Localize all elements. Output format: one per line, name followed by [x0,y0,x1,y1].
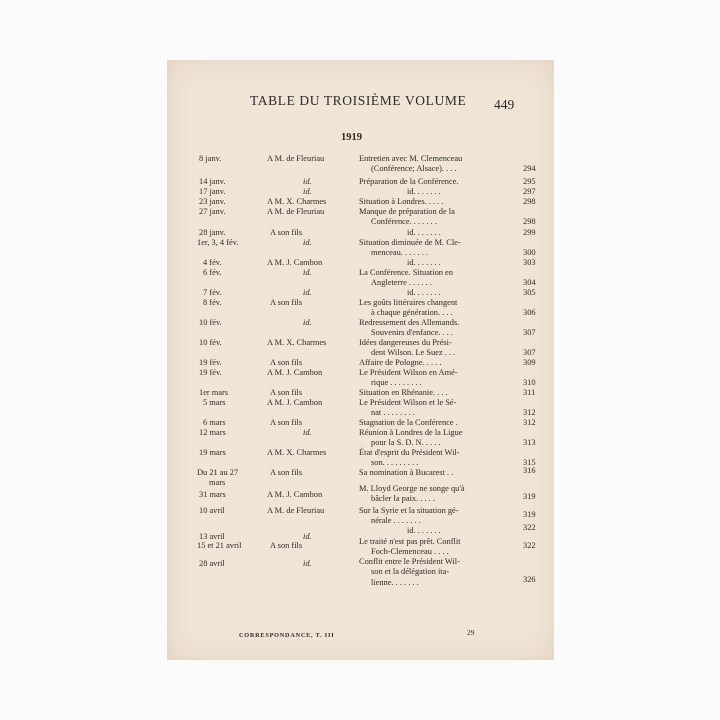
entry-correspondent: A M. de Fleuriau [267,506,325,515]
page-header-title: TABLE DU TROISIÈME VOLUME [250,93,467,108]
entry-page: 305 [523,288,536,297]
entry-subject: id. . . . . . . [407,288,441,297]
entry-page: 294 [523,164,536,173]
entry-subject: Les goûts littéraires changent à chaque génération. . . . [359,298,458,318]
entry-correspondent: A son fils [270,418,303,427]
entry-subject: Situation en Rhénanie. . . . [359,388,448,397]
entry-correspondent: A M. X. Charmes [267,448,327,457]
entry-subject: Affaire de Pologne. . . . . [359,358,442,367]
entry-correspondent: A M. X. Charmes [267,338,327,347]
entry-page: 298 [523,197,536,206]
entry-date: 1er, 3, 4 fév. [197,238,239,247]
entry-correspondent: A M. J. Cambon [267,368,323,377]
footer-signature-mark: 29 [467,628,475,637]
entry-subject: Préparation de la Conférence. [359,177,459,186]
entry-subject: Le traité n'est pas prêt. Conflit Foch-Clemenceau . . . . [359,537,461,557]
entry-date: 31 mars [199,490,226,499]
entry-subject: Situation à Londres. . . . . [359,197,444,206]
entry-date: 15 et 21 avril [197,541,242,550]
entry-subject: Le Président Wilson et le Sé- nat . . . . . . . . [359,398,457,418]
entry-page: 298 [523,217,536,226]
entry-date: 19 mars [199,448,226,457]
entry-subject: id. . . . . . . [407,526,441,535]
entry-correspondent: A M. J. Cambon [267,258,323,267]
entry-date: 7 fév. [203,288,222,297]
entry-correspondent: id. [303,288,312,297]
entry-subject: Stagnation de la Conférence . [359,418,458,427]
book-page [167,60,554,660]
entry-date: 5 mars [203,398,226,407]
entry-date: 8 janv. [199,154,222,163]
entry-correspondent: A son fils [270,541,303,550]
entry-correspondent: A son fils [270,298,303,307]
entry-page: 299 [523,228,536,237]
entry-subject: État d'esprit du Président Wil- son. . . . . . . . . [359,448,460,468]
entry-subject: La Conférence. Situation en Angleterre . . . . . . [359,268,453,288]
entry-subject: Redressement des Allemands. Souvenirs d'enfance. . . . [359,318,460,338]
entry-correspondent: id. [303,428,312,437]
entry-page: 311 [523,388,536,397]
entry-subject: Situation diminuée de M. Cle- menceau. . . . . . . [359,238,461,258]
entry-page: 304 [523,278,536,287]
entry-date: 14 janv. [199,177,226,186]
entry-date: 8 fév. [203,298,222,307]
entry-subject: Idées dangereuses du Prési- dent Wilson. Le Suez . . . [359,338,456,358]
entry-page: 310 [523,378,536,387]
entry-date: 17 janv. [199,187,226,196]
entry-page: 307 [523,328,536,337]
entry-correspondent: id. [303,187,312,196]
entry-correspondent: A son fils [270,388,303,397]
entry-page: 309 [523,358,536,367]
entry-page: 306 [523,308,536,317]
entry-date: 1er mars [199,388,229,397]
entry-subject: id. . . . . . . [407,258,441,267]
entry-correspondent: id. [303,318,312,327]
entry-page: 312 [523,408,536,417]
entry-date: 28 janv. [199,228,226,237]
entry-correspondent: A M. J. Cambon [267,398,323,407]
entry-subject: Conflit entre le Président Wil- son et la délégation ita- lienne. . . . . . . [359,557,460,587]
entry-correspondent: id. [303,238,312,247]
entry-subject: id. . . . . . . [407,187,441,196]
entry-date: Du 21 au 27 mars [197,468,239,488]
entry-page: 326 [523,575,536,584]
entry-date: 13 avril [199,532,225,541]
entry-date: 6 fév. [203,268,222,277]
footer-running-title: CORRESPONDANCE, T. III [239,632,335,639]
entry-correspondent: id. [303,268,312,277]
entry-subject: Sa nomination à Bucarest . . [359,468,454,477]
entry-page: 319 [523,492,536,501]
entry-date: 27 janv. [199,207,226,216]
entry-page: 313 [523,438,536,447]
entry-page: 297 [523,187,536,196]
entry-page: 319 [523,510,536,519]
entry-subject: M. Lloyd George ne songe qu'à bâcler la paix. . . . . [359,484,465,504]
entry-correspondent: id. [303,559,312,568]
year-heading: 1919 [341,132,362,143]
entry-correspondent: A M. de Fleuriau [267,154,325,163]
entry-date: 23 janv. [199,197,226,206]
entry-subject: Réunion à Londres de la Ligue pour la S. D. N. . . . . [359,428,463,448]
entry-date: 10 avril [199,506,225,515]
entry-date: 28 avril [199,559,225,568]
entry-correspondent: A son fils [270,468,303,477]
entry-page: 307 [523,348,536,357]
entry-correspondent: A M. de Fleuriau [267,207,325,216]
entry-page: 300 [523,248,536,257]
entry-date: 12 mars [199,428,226,437]
entry-correspondent: id. [303,532,312,541]
entry-date: 4 fév. [203,258,222,267]
entry-date: 19 fév. [199,358,222,367]
entry-date: 6 mars [203,418,226,427]
entry-subject: Le Président Wilson en Amé- rique . . . . . . . . [359,368,458,388]
entry-subject: Entretien avec M. Clemenceau (Conférence; Alsace). . . . [359,154,463,174]
entry-subject: id. . . . . . . [407,228,441,237]
entry-page: 322 [523,541,536,550]
entry-page: 303 [523,258,536,267]
entry-page: 295 [523,177,536,186]
entry-correspondent: A M. X. Charmes [267,197,327,206]
entry-page: 322 [523,523,536,532]
entry-correspondent: A M. J. Cambon [267,490,323,499]
entry-subject: Manque de préparation de la Conférence. . . . . . . [359,207,455,227]
entry-date: 19 fév. [199,368,222,377]
entry-date: 10 fév. [199,318,222,327]
page-number: 449 [494,97,515,112]
entry-correspondent: A son fils [270,358,303,367]
entry-page: 316 [523,466,536,475]
entry-date: 10 fév. [199,338,222,347]
entry-correspondent: id. [303,177,312,186]
entry-subject: Sur la Syrie et la situation gé- nérale . . . . . . . [359,506,459,526]
entry-page: 315 [523,458,536,467]
entry-page: 312 [523,418,536,427]
entry-correspondent: A son fils [270,228,303,237]
